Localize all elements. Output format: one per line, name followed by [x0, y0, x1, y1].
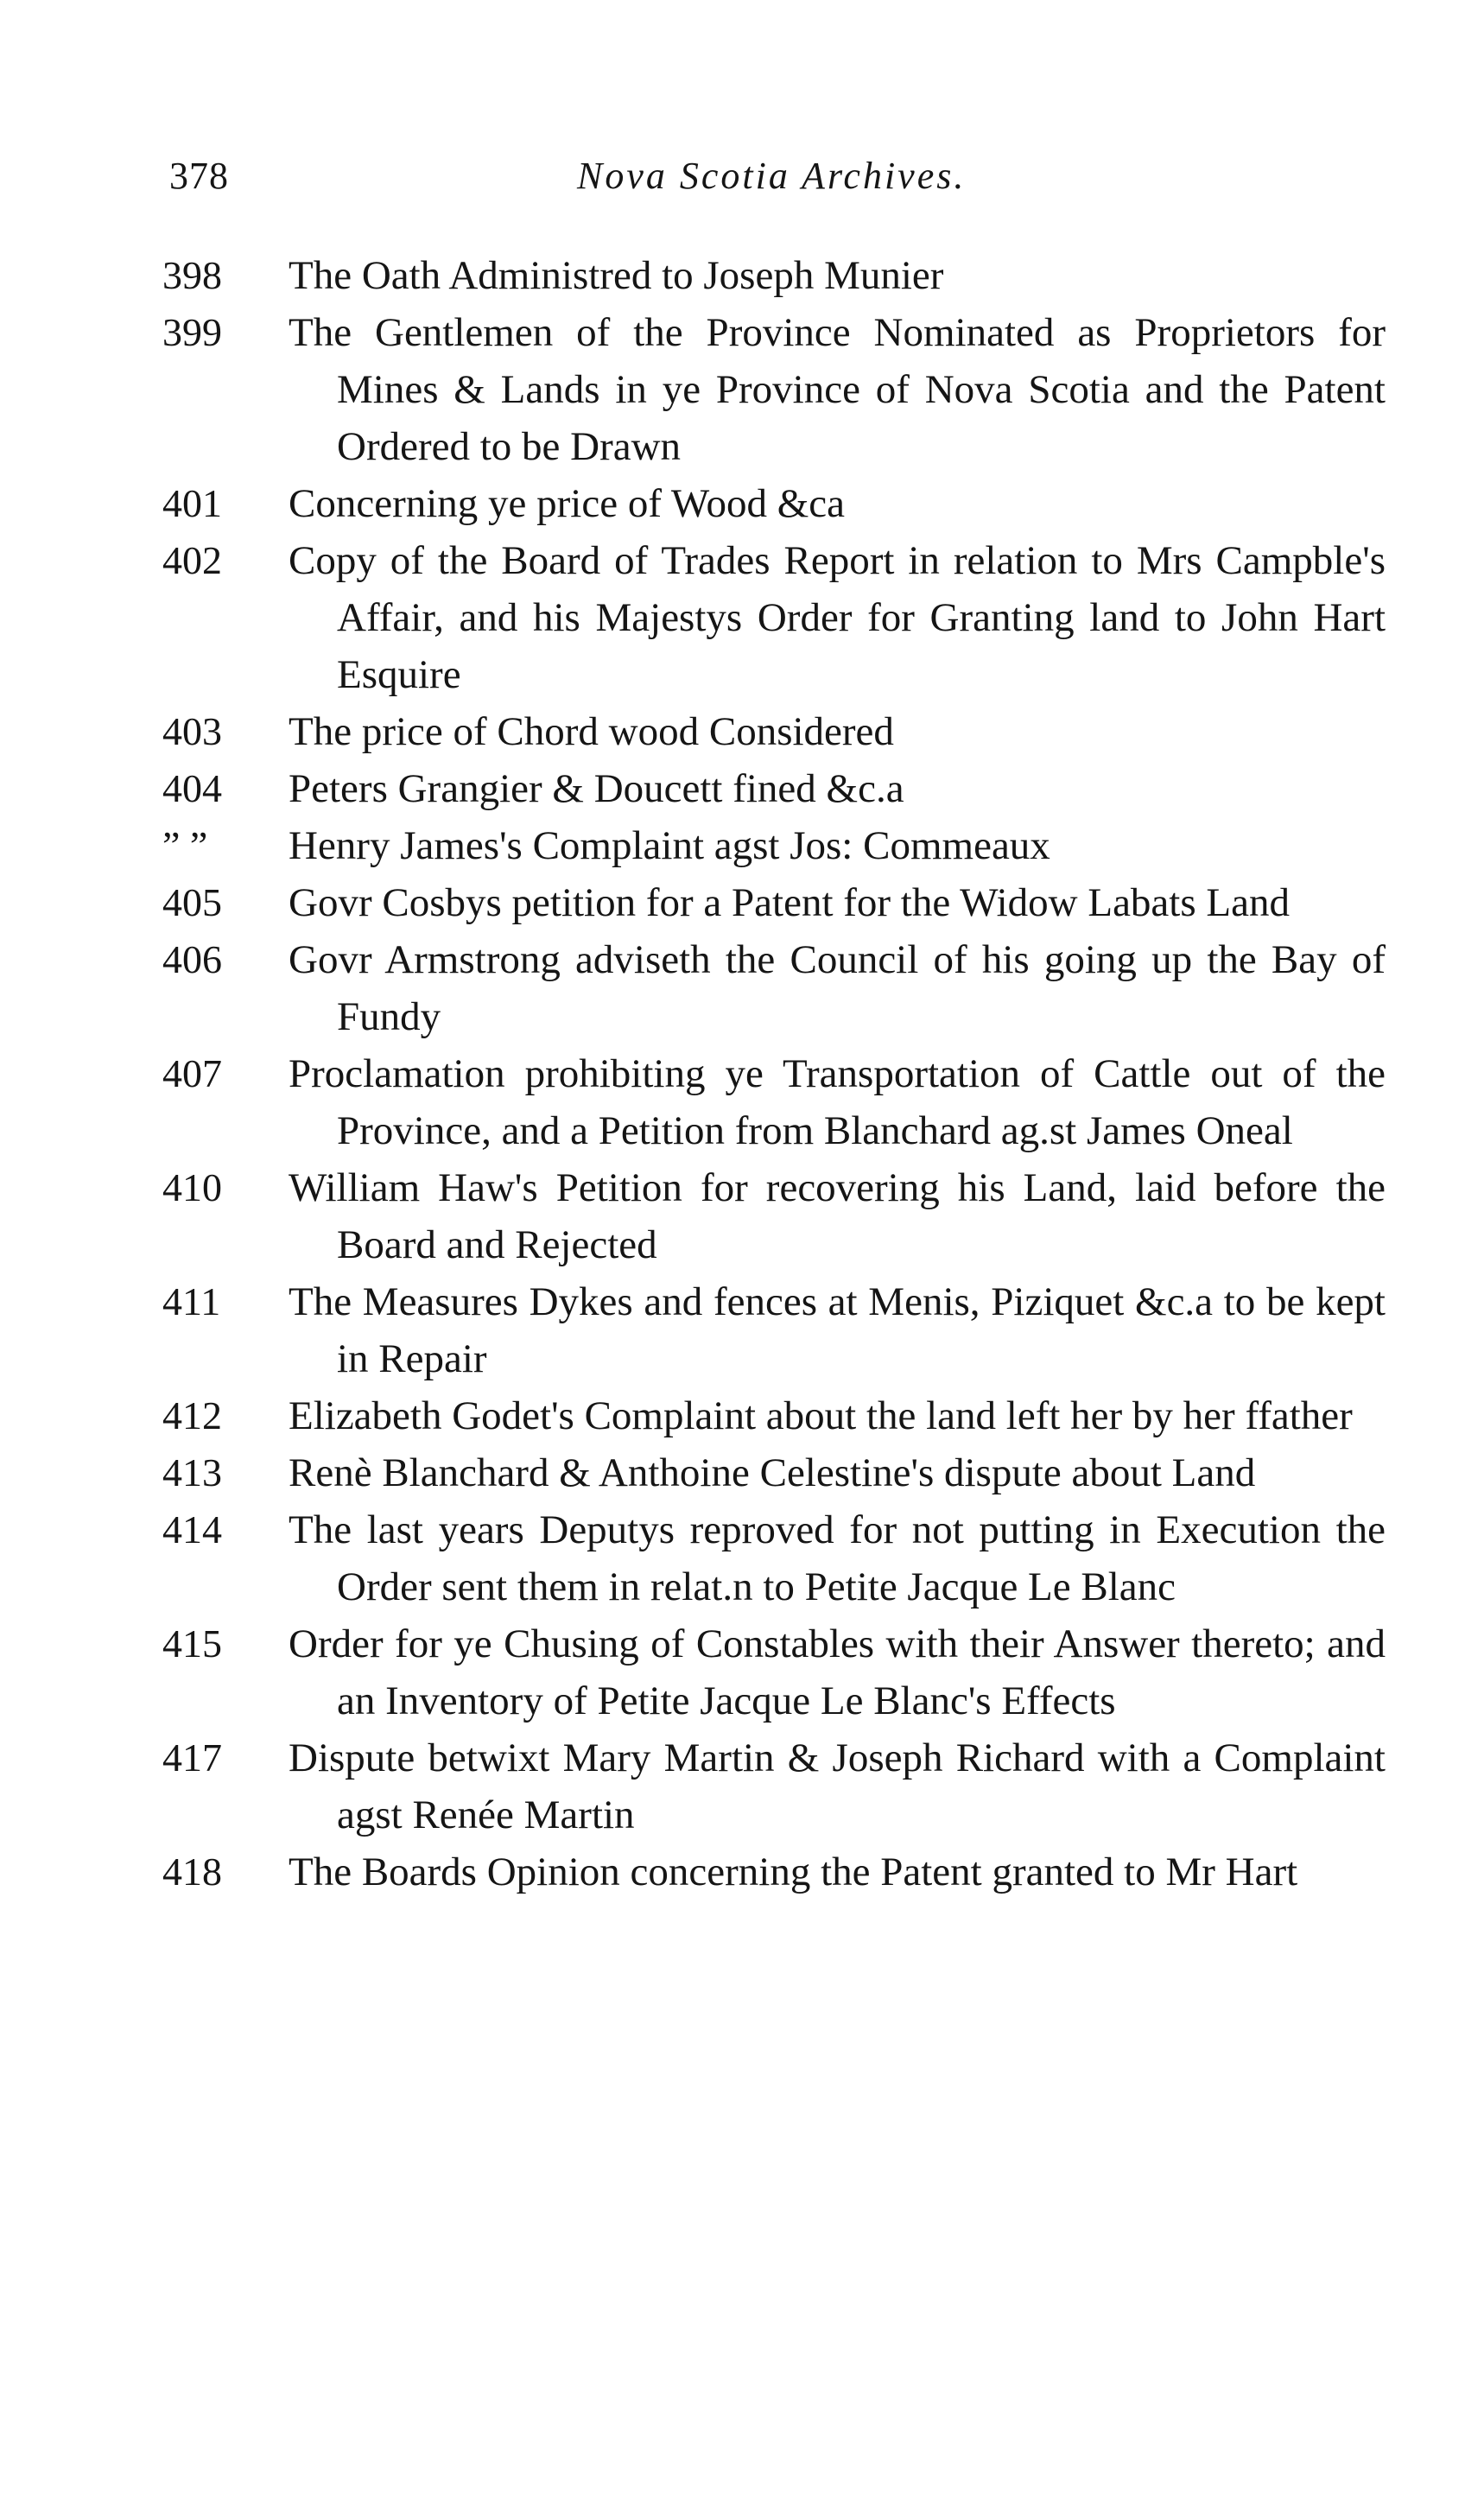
entry-text: Henry James's Complaint agst Jos: Commeaux: [289, 823, 1050, 868]
entry-number: 417: [162, 1735, 222, 1780]
entry-418: [0, 1843, 1484, 1900]
entry-number: ” ”: [162, 823, 208, 867]
entry-text: Concerning ye price of Wood &ca: [289, 481, 846, 526]
entry-number: 403: [162, 709, 222, 753]
entry-399: [0, 304, 1484, 475]
entry-number: 404: [162, 766, 222, 810]
entry-415: [0, 1615, 1484, 1729]
entry-number: 406: [162, 937, 222, 981]
entry-number: 414: [162, 1507, 222, 1551]
entry-number: 401: [162, 481, 222, 525]
entry-number: 413: [162, 1450, 222, 1494]
entry-402: [0, 532, 1484, 703]
entry-406: [0, 931, 1484, 1045]
entry-number: 418: [162, 1850, 222, 1894]
entry-407: [0, 1045, 1484, 1159]
entry-412: [0, 1387, 1484, 1444]
entry-number: 412: [162, 1393, 222, 1437]
entry-405: [0, 874, 1484, 931]
entry-404-ditto: [0, 817, 1484, 874]
entry-number: 411: [162, 1279, 221, 1323]
entry-text: Renè Blanchard & Anthoine Celestine's dispute about Land: [289, 1450, 1256, 1495]
entry-text: Proclamation prohibiting ye Transportation of Cattle out of the Province, and a Petition from Blanchard ag.st James Oneal: [289, 1051, 1386, 1153]
entry-411: [0, 1273, 1484, 1387]
entry-text: The Boards Opinion concerning the Patent granted to Mr Hart: [289, 1850, 1298, 1894]
entry-text: Dispute betwixt Mary Martin & Joseph Richard with a Complaint agst Renée Martin: [289, 1735, 1386, 1837]
entry-number: 405: [162, 880, 222, 924]
entry-text: Govr Cosbys petition for a Patent for the Widow Labats Land: [289, 880, 1290, 925]
entry-410: [0, 1159, 1484, 1273]
entry-417: [0, 1729, 1484, 1843]
running-head: Nova Scotia Archives.: [577, 155, 967, 197]
entry-414: [0, 1501, 1484, 1615]
entry-text: The Oath Administred to Joseph Munier: [289, 253, 944, 298]
page-number: 378: [169, 155, 229, 197]
entry-text: The last years Deputys reproved for not putting in Execution the Order sent them in relat.n to Petite Jacque Le Blanc: [289, 1507, 1386, 1609]
entry-401: [0, 475, 1484, 532]
entry-text: William Haw's Petition for recovering his Land, laid before the Board and Rejected: [289, 1165, 1386, 1267]
entry-text: The price of Chord wood Considered: [289, 709, 894, 754]
entry-text: The Measures Dykes and fences at Menis, Piziquet &c.a to be kept in Repair: [289, 1279, 1386, 1381]
entry-text: Order for ye Chusing of Constables with their Answer thereto; and an Inventory of Petite Jacque Le Blanc's Effects: [289, 1621, 1386, 1723]
entry-number: 402: [162, 538, 222, 582]
entry-number: 407: [162, 1051, 222, 1095]
entry-398: [0, 247, 1484, 304]
entry-text: Elizabeth Godet's Complaint about the land left her by her ffather: [289, 1393, 1353, 1438]
entry-413: [0, 1444, 1484, 1501]
entry-text: The Gentlemen of the Province Nominated as Proprietors for Mines & Lands in ye Province of Nova Scotia and the Patent Ordered to be Drawn: [289, 310, 1386, 469]
entry-404: [0, 760, 1484, 817]
entry-number: 415: [162, 1621, 222, 1666]
entry-list: [0, 247, 1484, 1900]
entry-text: Peters Grangier & Doucett fined &c.a: [289, 766, 904, 811]
page-header: [0, 154, 1484, 206]
entry-number: 410: [162, 1165, 222, 1209]
entry-text: Copy of the Board of Trades Report in relation to Mrs Campble's Affair, and his Majestys Order for Granting land to John Hart Esquire: [289, 538, 1386, 697]
entry-number: 398: [162, 253, 222, 297]
entry-number: 399: [162, 310, 222, 354]
entry-403: [0, 703, 1484, 760]
entry-text: Govr Armstrong adviseth the Council of his going up the Bay of Fundy: [289, 937, 1386, 1039]
